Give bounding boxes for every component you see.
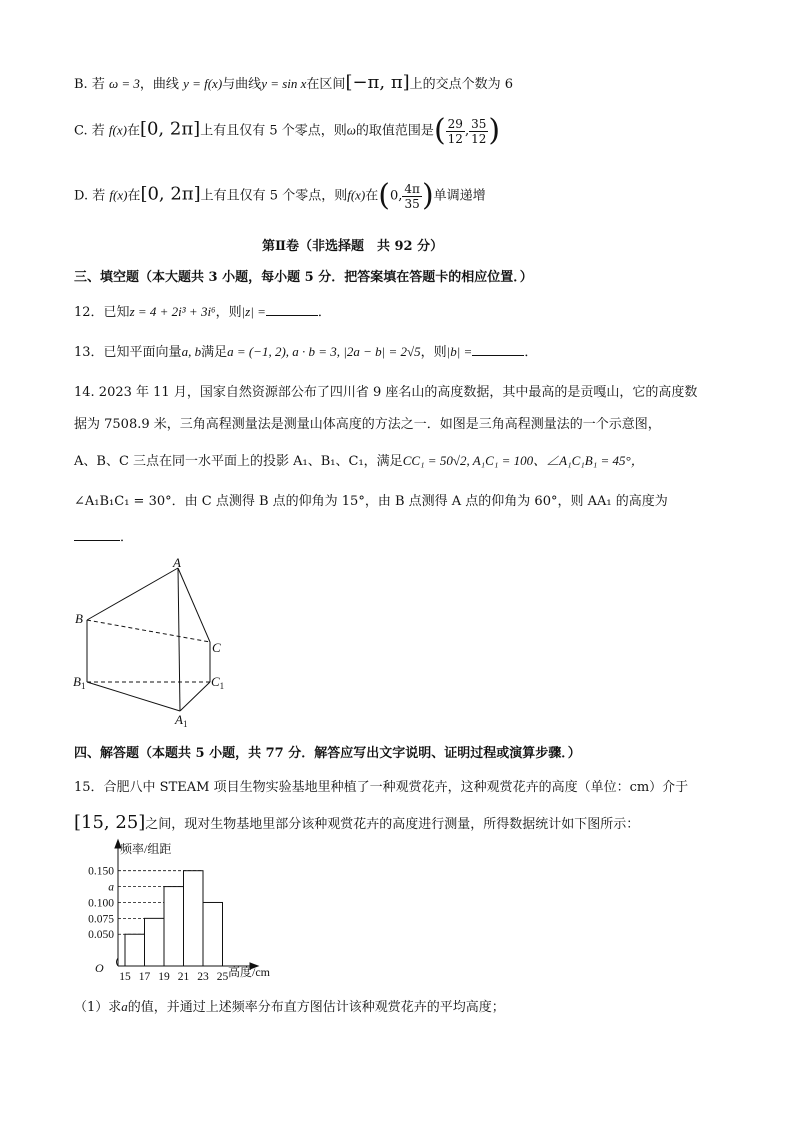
question-15-line2: [15, 25]之间，现对生物基地里部分该种观赏花卉的高度进行测量，所得数据统计如下图所示：	[74, 812, 640, 833]
histogram-bar	[203, 902, 223, 966]
y-tick-label: a	[108, 881, 114, 894]
triangulation-diagram	[70, 556, 240, 728]
question-14-line1: 14. 2023 年 11 月，国家自然资源部公布了四川省 9 座名山的高度数据，其中最高的是贡嘎山，它的高度数	[74, 385, 698, 400]
question-14-line2: 据为 7508.9 米，三角高程测量法是测量山体高度的方法之一．如图是三角高程测量法的一个示意图，	[74, 417, 661, 432]
question-12: 12．已知z = 4 + 2i³ + 3i⁶，则|z| = ．	[74, 304, 331, 320]
question-14-line3: A、B、C 三点在同一水平面上的投影 A₁、B₁、C₁，满足CC₁ = 50√2, A₁C₁ = 100、∠A₁C₁B₁ = 45°，	[74, 453, 644, 469]
x-tick-label: 21	[177, 971, 190, 983]
part2-title: 第Ⅱ卷（非选择题 共 92 分）	[262, 239, 444, 254]
histogram-bar	[164, 887, 184, 966]
x-tick-label: 25	[216, 971, 229, 983]
section3-title: 三、填空题（本大题共 3 小题，每小题 5 分．把答案填在答题卡的相应位置．）	[74, 270, 533, 285]
edge-AA1	[178, 568, 180, 711]
option-c: C. 若 f(x)在[0, 2π]上有且仅有 5 个零点，则ω的取值范围是( $\frac{29}{12}$ , $\frac{35}{12}$ )	[74, 113, 501, 148]
label-A1: $A_1$	[175, 712, 188, 728]
edge-A1C1	[180, 682, 210, 711]
option-d: D. 若 f(x)在[0, 2π]上有且仅有 5 个零点，则f(x)在(0, $\frac{4\pi}{35}$ )单调递增	[74, 178, 486, 213]
histogram-bar	[125, 934, 145, 966]
label-B: B	[75, 611, 83, 626]
y-tick-label: 0.100	[88, 897, 114, 910]
label-A: A	[173, 556, 181, 570]
option-b: B. 若 ω = 3，曲线 y = f(x)与曲线y = sin x在区间[−π, π]上的交点个数为 6	[74, 72, 514, 93]
histogram-bar	[145, 918, 165, 966]
label-C1: $C_1$	[211, 674, 225, 691]
section4-title: 四、解答题（本题共 5 小题，共 77 分．解答应写出文字说明、证明过程或演算步骤．）	[74, 746, 581, 761]
origin-label: O	[95, 961, 104, 975]
question-15-part1: （1）求a的值，并通过上述频率分布直方图估计该种观赏花卉的平均高度；	[74, 999, 505, 1015]
answer-blank	[266, 303, 318, 316]
x-tick-label: 15	[119, 971, 131, 983]
y-tick-label: 0.050	[88, 929, 114, 942]
x-axis-label: 高度/cm	[228, 965, 270, 979]
question-13: 13．已知平面向量a, b满足a = (−1, 2), a · b = 3, |2a − b| = 2√5，则|b| = ．	[74, 344, 538, 360]
edge-B1A1	[87, 682, 180, 711]
frequency-histogram	[68, 838, 298, 986]
x-tick-label: 23	[197, 971, 209, 983]
edge-AB	[87, 568, 178, 620]
question-15-line1: 15．合肥八中 STEAM 项目生物实验基地里种植了一种观赏花卉，这种观赏花卉的高度（单位：cm）介于	[74, 780, 689, 795]
answer-blank	[472, 343, 524, 356]
question-14-line4: ∠A₁B₁C₁ = 30°．由 C 点测得 B 点的仰角为 15°，由 B 点测得 A 点的仰角为 60°，则 AA₁ 的高度为	[74, 494, 668, 509]
x-tick-label: 17	[138, 971, 151, 983]
label-B1: $B_1$	[73, 674, 86, 691]
question-14-blank: ．	[74, 526, 133, 545]
edge-AC	[178, 568, 210, 642]
y-tick-label: 0.150	[88, 865, 114, 878]
label-C: C	[212, 640, 221, 655]
edge-BC-dashed	[87, 620, 210, 642]
x-tick-label: 19	[158, 971, 170, 983]
histogram-bar	[184, 871, 204, 966]
y-axis-label: 频率/组距	[120, 842, 172, 856]
y-tick-label: 0.075	[88, 913, 114, 926]
